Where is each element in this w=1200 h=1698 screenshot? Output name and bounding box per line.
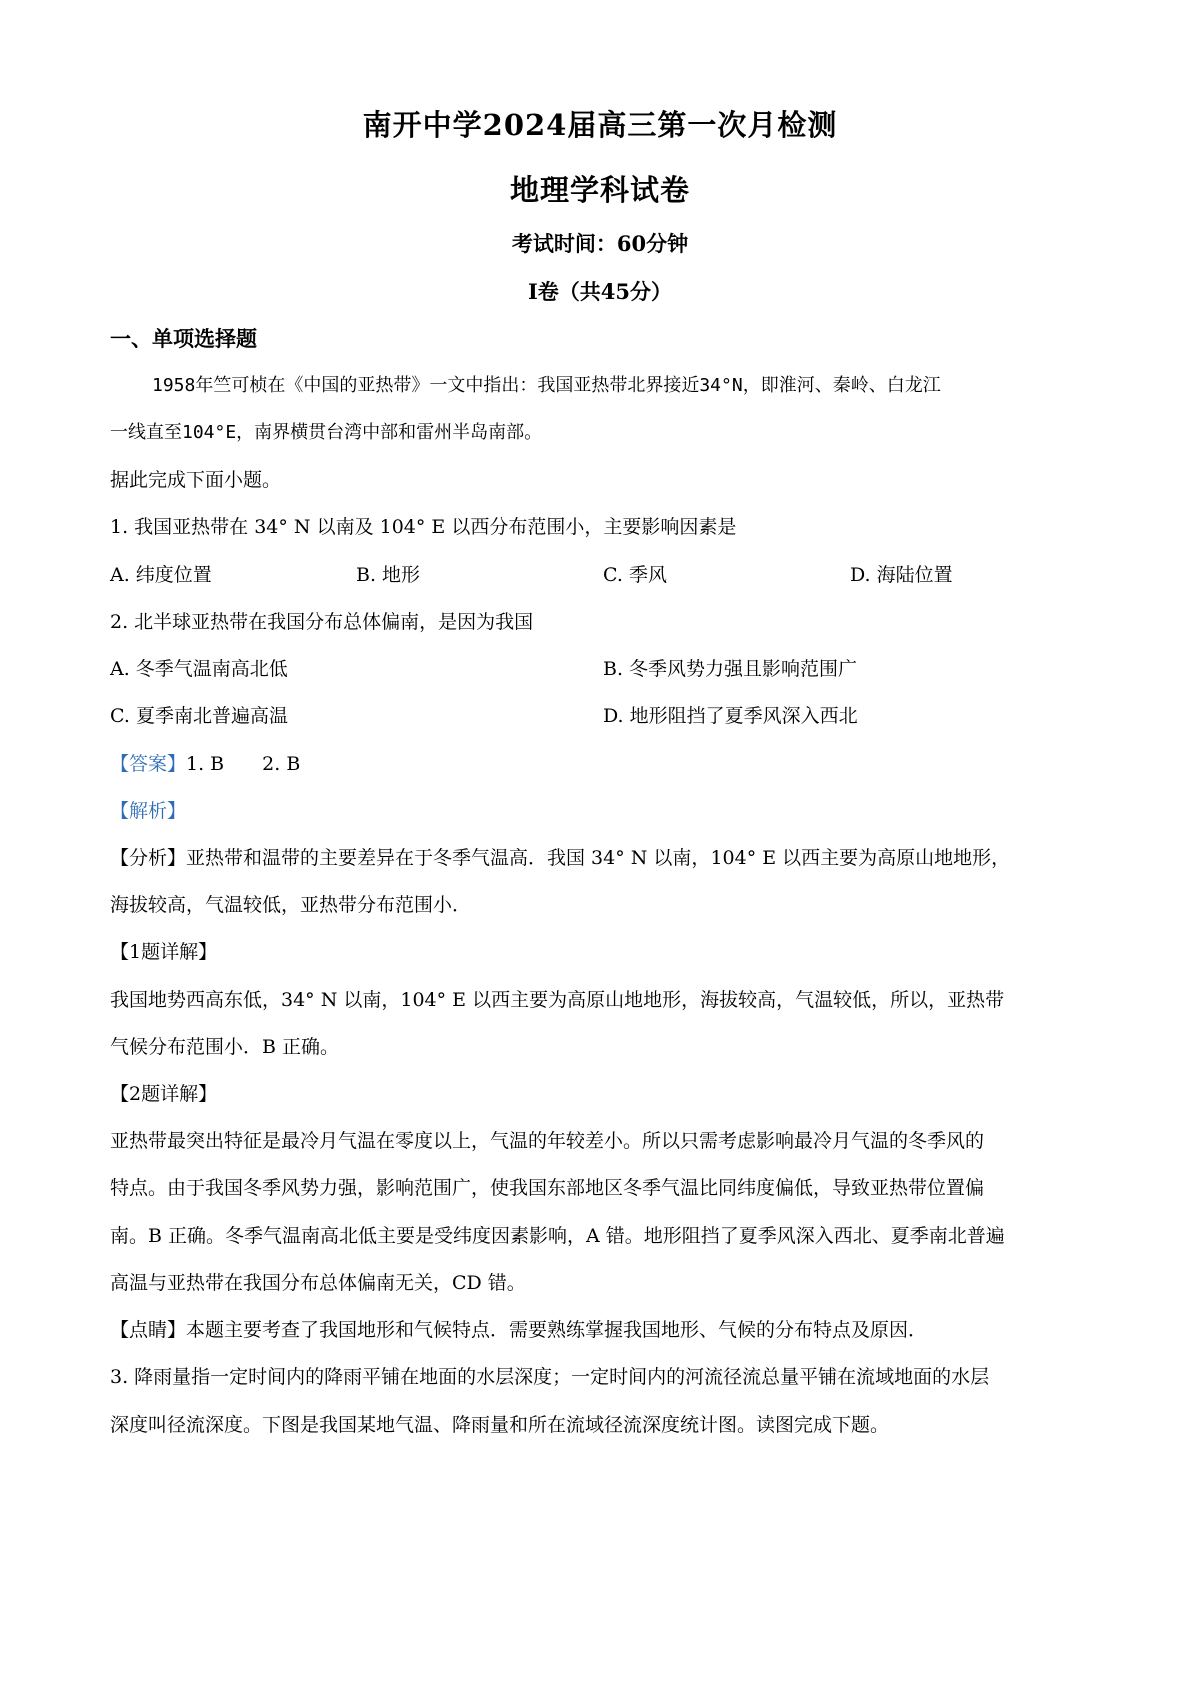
- question-1-option-d: D. 海陆位置: [850, 564, 953, 586]
- dianjing-label: 【点睛】: [110, 1319, 187, 1341]
- subject-title: 地理学科试卷: [509, 173, 690, 207]
- exam-time: 考试时间：60分钟: [511, 231, 689, 256]
- question-3-line-1: 3. 降雨量指一定时间内的降雨平铺在地面的水层深度；一定时间内的河流径流总量平铺在流域地面的水层: [110, 1366, 990, 1388]
- q2-detail-line-3: 南。B 正确。冬季气温南高北低主要是受纬度因素影响，A 错。地形阻挡了夏季风深入西北、夏季南北普遍: [110, 1225, 1005, 1247]
- fenxi-line-2: 海拔较高，气温较低，亚热带分布范围小．: [110, 894, 472, 916]
- q2-detail-line-2: 特点。由于我国冬季风势力强，影响范围广，使我国东部地区冬季气温比同纬度偏低，导致亚热带位置偏: [110, 1177, 985, 1199]
- passage-instruction: 据此完成下面小题。: [110, 469, 282, 491]
- question-1-option-a: A. 纬度位置: [110, 564, 212, 586]
- fenxi-line-1: [110, 844, 1100, 872]
- analysis-label: 【解析】: [110, 800, 187, 822]
- q2-detail-line-1: 亚热带最突出特征是最冷月气温在零度以上，气温的年较差小。所以只需考虑影响最冷月气温的冬季风的: [110, 1130, 985, 1152]
- part-label: Ⅰ卷（共45分）: [527, 279, 673, 304]
- dianjing-line: [110, 1316, 1100, 1344]
- q2-detail-line-4: 高温与亚热带在我国分布总体偏南无关，CD 错。: [110, 1272, 526, 1294]
- answer-label: 【答案】: [110, 753, 187, 775]
- section-heading: 一、单项选择题: [110, 326, 257, 351]
- q2-detail-label: 【2题详解】: [110, 1083, 218, 1105]
- passage-line-2: 一线直至104°E，南界横贯台湾中部和雷州半岛南部。: [110, 422, 543, 443]
- dianjing-text: 本题主要考查了我国地形和气候特点．需要熟练掌握我国地形、气候的分布特点及原因．: [186, 1319, 928, 1341]
- question-3-line-2: 深度叫径流深度。下图是我国某地气温、降雨量和所在流域径流深度统计图。读图完成下题。: [110, 1414, 890, 1436]
- exam-title: 南开中学2024届高三第一次月检测: [362, 108, 838, 142]
- answer-value: 1. B 2. B: [186, 753, 301, 775]
- passage-line-1: 1958年竺可桢在《中国的亚热带》一文中指出：我国亚热带北界接近34°N，即淮河、秦岭、白龙江: [152, 375, 941, 396]
- q1-detail-label: 【1题详解】: [110, 941, 218, 963]
- question-2-option-a: A. 冬季气温南高北低: [110, 658, 288, 680]
- q1-detail-line-1: 我国地势西高东低，34° N 以南，104° E 以西主要为高原山地地形，海拔较高，气温较低，所以，亚热带: [110, 989, 1005, 1011]
- question-2-option-b: B. 冬季风势力强且影响范围广: [603, 658, 858, 680]
- question-2-option-c: C. 夏季南北普遍高温: [110, 705, 288, 727]
- question-1-stem: 1. 我国亚热带在 34° N 以南及 104° E 以西分布范围小，主要影响因素是: [110, 516, 737, 538]
- q1-detail-line-2: 气候分布范围小．B 正确。: [110, 1036, 340, 1058]
- question-1-option-c: C. 季风: [603, 564, 667, 586]
- fenxi-text-1: 亚热带和温带的主要差异在于冬季气温高．我国 34° N 以南，104° E 以西主要为高原山地地形，: [186, 847, 1011, 869]
- answer-line: [110, 750, 1100, 778]
- question-2-stem: 2. 北半球亚热带在我国分布总体偏南，是因为我国: [110, 611, 534, 633]
- question-1-option-b: B. 地形: [356, 564, 421, 586]
- fenxi-label: 【分析】: [110, 847, 187, 869]
- question-2-option-d: D. 地形阻挡了夏季风深入西北: [603, 705, 858, 727]
